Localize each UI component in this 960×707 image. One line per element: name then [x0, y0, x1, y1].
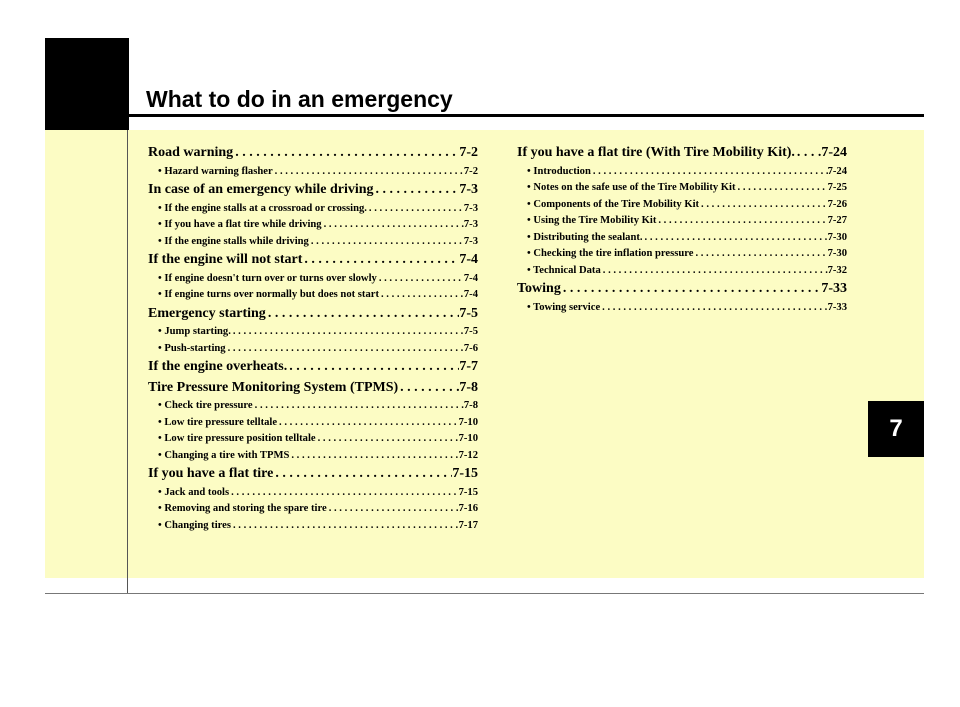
toc-entry-label: • Hazard warning flasher [158, 165, 273, 177]
toc-entry-label: If the engine will not start [148, 252, 303, 267]
toc-left-column [148, 143, 478, 534]
toc-entry-page: 7-15 [452, 466, 478, 481]
toc-entry-page: 7-10 [458, 416, 478, 428]
bottom-rule [45, 593, 924, 594]
header-black-block [45, 38, 129, 130]
toc-subsection-entry[interactable] [148, 234, 478, 251]
toc-entry-page: 7-24 [827, 165, 847, 177]
toc-subsection-entry[interactable] [517, 180, 847, 197]
toc-entry-page: 7-8 [463, 400, 478, 411]
dot-leader [736, 180, 828, 197]
toc-entry-page: 7-17 [458, 519, 478, 531]
toc-entry-label: • Check tire pressure [158, 400, 253, 411]
toc-entry-label: • Push-starting [158, 342, 226, 354]
dot-leader [374, 180, 460, 201]
toc-entry-page: 7-2 [463, 165, 478, 177]
toc-entry-label: • Checking the tire inflation pressure [527, 248, 694, 259]
toc-entry-page: 7-26 [827, 198, 847, 210]
toc-subsection-entry[interactable] [517, 164, 847, 181]
toc-subsection-entry[interactable] [148, 287, 478, 304]
dot-leader [600, 300, 827, 317]
dot-leader [322, 217, 464, 234]
toc-section-entry[interactable] [148, 250, 478, 271]
toc-subsection-entry[interactable] [517, 300, 847, 317]
title-underline [129, 114, 924, 117]
toc-entry-page: 7-8 [459, 379, 478, 395]
toc-entry-label: • Technical Data [527, 264, 601, 276]
toc-entry-page: 7-6 [463, 342, 478, 354]
toc-entry-label: Towing [517, 281, 561, 296]
toc-entry-page: 7-25 [827, 182, 847, 193]
toc-entry-page: 7-3 [463, 202, 478, 214]
toc-subsection-entry[interactable] [148, 217, 478, 234]
toc-subsection-entry[interactable] [517, 197, 847, 214]
toc-section-entry[interactable] [148, 180, 478, 201]
toc-entry-label: • If you have a flat tire while driving [158, 219, 322, 230]
toc-entry-label: • Changing a tire with TPMS [158, 449, 290, 461]
toc-section-entry[interactable] [148, 378, 478, 399]
toc-entry-label: • If the engine stalls while driving [158, 235, 309, 247]
toc-entry-label: • Distributing the sealant. [527, 231, 643, 243]
toc-subsection-entry[interactable] [148, 501, 478, 518]
toc-subsection-entry[interactable] [148, 324, 478, 341]
dot-leader [231, 324, 464, 341]
toc-entry-page: 7-15 [458, 486, 478, 498]
toc-entry-label: • Low tire pressure telltale [158, 416, 278, 428]
toc-entry-label: • Introduction [527, 165, 591, 177]
toc-entry-label: • If the engine stalls at a crossroad or crossing. [158, 202, 367, 214]
toc-section-entry[interactable] [148, 464, 478, 485]
toc-right-column [517, 143, 847, 316]
dot-leader [253, 398, 464, 415]
toc-entry-label: Tire Pressure Monitoring System (TPMS) [148, 379, 399, 395]
dot-leader [309, 234, 464, 251]
toc-section-entry[interactable] [148, 304, 478, 325]
toc-entry-page: 7-24 [821, 145, 847, 160]
toc-entry-page: 7-4 [463, 289, 478, 300]
dot-leader [277, 415, 459, 432]
dot-leader [795, 143, 821, 164]
dot-leader [287, 357, 459, 378]
toc-entry-page: 7-16 [458, 503, 478, 514]
toc-entry-page: 7-5 [463, 326, 478, 337]
dot-leader [229, 485, 458, 502]
dot-leader [316, 431, 459, 448]
toc-subsection-entry[interactable] [517, 230, 847, 247]
dot-leader [367, 201, 464, 218]
toc-subsection-entry[interactable] [148, 415, 478, 432]
dot-leader [302, 250, 459, 271]
toc-entry-label: If you have a flat tire (With Tire Mobility Kit). [517, 145, 795, 160]
toc-subsection-entry[interactable] [517, 246, 847, 263]
dot-leader [266, 304, 460, 325]
toc-entry-page: 7-32 [827, 264, 847, 276]
toc-entry-page: 7-30 [827, 248, 847, 259]
dot-leader [398, 378, 459, 399]
toc-entry-label: • Removing and storing the spare tire [158, 503, 327, 514]
dot-leader [231, 518, 459, 535]
toc-entry-label: • If engine doesn't turn over or turns over slowly [158, 272, 377, 284]
toc-subsection-entry[interactable] [148, 164, 478, 181]
toc-entry-page: 7-5 [459, 305, 478, 321]
toc-entry-page: 7-30 [827, 231, 847, 243]
toc-subsection-entry[interactable] [148, 485, 478, 502]
toc-entry-page: 7-2 [459, 145, 478, 160]
toc-subsection-entry[interactable] [517, 263, 847, 280]
dot-leader [273, 464, 452, 485]
chapter-number-tab[interactable]: 7 [868, 401, 924, 457]
dot-leader [273, 164, 464, 181]
dot-leader [601, 263, 828, 280]
toc-subsection-entry[interactable] [517, 213, 847, 230]
toc-entry-page: 7-33 [827, 301, 847, 313]
toc-entry-page: 7-12 [458, 449, 478, 461]
dot-leader [693, 246, 827, 263]
toc-section-entry[interactable] [517, 279, 847, 300]
toc-subsection-entry[interactable] [148, 201, 478, 218]
toc-entry-label: • Changing tires [158, 519, 231, 531]
toc-entry-page: 7-3 [459, 182, 478, 197]
chapter-title: What to do in an emergency [146, 86, 453, 112]
margin-line [127, 130, 128, 594]
toc-entry-label: Road warning [148, 145, 234, 160]
toc-entry-label: • Using the Tire Mobility Kit [527, 215, 657, 226]
toc-entry-label: • Jack and tools [158, 486, 230, 498]
toc-entry-page: 7-4 [459, 252, 478, 267]
toc-entry-label: • Notes on the safe use of the Tire Mobility Kit [527, 182, 736, 193]
dot-leader [643, 230, 828, 247]
toc-entry-label: • Components of the Tire Mobility Kit [527, 198, 700, 210]
toc-entry-page: 7-10 [458, 433, 478, 444]
toc-entry-page: 7-27 [827, 215, 847, 226]
toc-entry-label: • Low tire pressure position telltale [158, 433, 316, 444]
dot-leader [289, 448, 458, 465]
toc-subsection-entry[interactable] [148, 341, 478, 358]
toc-subsection-entry[interactable] [148, 431, 478, 448]
dot-leader [591, 164, 828, 181]
toc-entry-label: In case of an emergency while driving [148, 182, 374, 197]
toc-entry-page: 7-3 [463, 219, 478, 230]
toc-entry-page: 7-3 [463, 235, 478, 247]
dot-leader [379, 287, 464, 304]
dot-leader [226, 341, 464, 358]
toc-subsection-entry[interactable] [148, 398, 478, 415]
dot-leader [699, 197, 828, 214]
toc-entry-page: 7-33 [821, 281, 847, 296]
toc-entry-label: If you have a flat tire [148, 466, 274, 481]
toc-entry-label: Emergency starting [148, 305, 266, 321]
toc-subsection-entry[interactable] [148, 518, 478, 535]
toc-entry-label: • If engine turns over normally but does not start [158, 289, 379, 300]
dot-leader [327, 501, 459, 518]
toc-entry-page: 7-4 [463, 272, 478, 284]
dot-leader [233, 143, 459, 164]
toc-subsection-entry[interactable] [148, 271, 478, 288]
toc-section-entry[interactable] [148, 357, 478, 378]
dot-leader [377, 271, 464, 288]
toc-subsection-entry[interactable] [148, 448, 478, 465]
toc-entry-label: • Towing service [527, 301, 601, 313]
toc-section-entry[interactable] [517, 143, 847, 164]
toc-section-entry[interactable] [148, 143, 478, 164]
toc-entry-label: • Jump starting. [158, 326, 231, 337]
toc-entry-label: If the engine overheats. [148, 359, 288, 374]
toc-entry-page: 7-7 [459, 359, 478, 374]
dot-leader [656, 213, 827, 230]
dot-leader [561, 279, 821, 300]
